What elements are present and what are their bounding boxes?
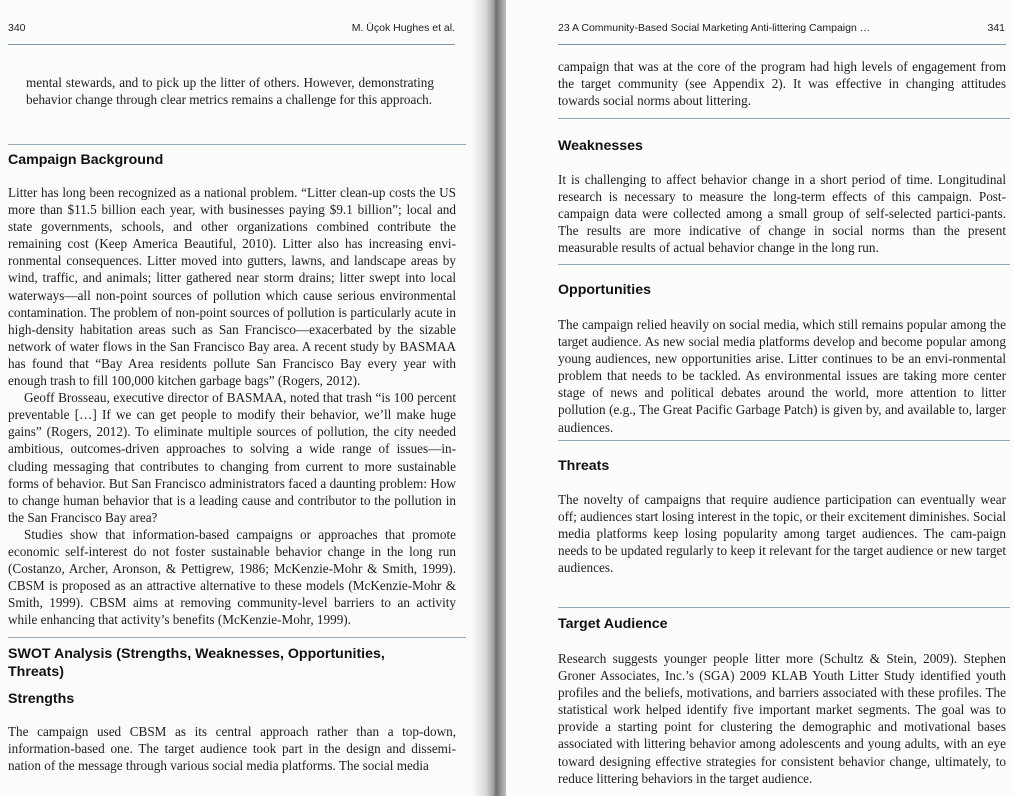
right-page-number: 341 — [987, 22, 1005, 34]
section-rule — [558, 607, 1010, 608]
header-rule — [8, 44, 455, 45]
section-rule — [558, 118, 1010, 119]
weaknesses-heading: Weaknesses — [558, 138, 643, 154]
continued-paragraph: campaign that was at the core of the program had high levels of engagement from the target community (see Appendix 2). It was effective in changing attitudes towards social norms about littering. — [558, 59, 1006, 109]
target-audience-heading: Target Audience — [558, 616, 668, 632]
strengths-heading: Strengths — [8, 691, 75, 707]
chapter-running-head: 23 A Community-Based Social Marketing Anti-littering Campaign … — [558, 22, 871, 34]
threats-paragraph: The novelty of campaigns that require audience participation can eventually wear off; audiences start losing interest in the topic, or their excitement diminishes. Social media platforms keep losing popularity among target audiences. The cam-paign needs to be updated regularly to keep it relevant for the target audience or new target audiences. — [558, 492, 1006, 576]
campaign-background-paragraph-2: Geoff Brosseau, executive director of BASMAA, noted that trash “is 100 percent preventable […] If we can get people to modify their behavior, we’ll make huge gains” (Rogers, 2012). To eliminate multiple sources of pollution, the city needed ambitious, outcomes-driven approaches to solving a wide range of issues—in-cluding messaging that contributes to changing from current to more sustainable forms of behavior. But San Francisco administrators faced a daunting problem: How to change human behavior that is a leading cause and contributor to the pollution in the San Francisco Bay area? — [8, 390, 456, 525]
strengths-paragraph: The campaign used CBSM as its central approach rather than a top-down, information-based one. The target audience took part in the design and dissemi-nation of the message through various social media platforms. The social media — [8, 724, 456, 774]
campaign-background-body — [8, 184, 456, 628]
header-rule — [558, 44, 1006, 45]
weaknesses-paragraph: It is challenging to affect behavior change in a short period of time. Longitudinal research is necessary to measure the long-term effects of this campaign. Post-campaign data were collected among a small group of self-selected partici-pants. The results are more indicative of change in social norms than the present measurable results of actual behavior change in the long run. — [558, 172, 1006, 256]
section-rule — [558, 264, 1010, 265]
campaign-background-heading: Campaign Background — [8, 152, 164, 168]
opportunities-paragraph: The campaign relied heavily on social media, which still remains popular among the target audience. As new social media platforms develop and become popular among young audiences, new opportunities arise. Litter continues to be an envi-ronmental problem that needs to be tackled. As environmental issues are taking more center stage of news and political debates around the world, more attention to litter pollution (e.g., The Great Pacific Garbage Patch) is given by, and available to, larger audiences. — [558, 317, 1006, 435]
left-running-head: M. Üçok Hughes et al. — [351, 22, 455, 34]
target-audience-paragraph: Research suggests younger people litter more (Schultz & Stein, 2009). Stephen Groner Associates, Inc.’s (SGA) 2009 KLAB Youth Litter Study identified youth profiles and the beliefs, motivations, and barriers associated with these profiles. The statistical work helped identify five important market segments. The goal was to provide a starting point for clustering the demographic and motivational bases associated with littering behavior among adolescents and young adults, with an eye toward designing effective strategies for consistent behavior change, ultimately, to reduce littering behaviors in the target audience. — [558, 651, 1006, 786]
campaign-background-paragraph-3: Studies show that information-based campaigns or approaches that promote economic self-interest do not foster sustainable behavior change in the long run (Costanzo, Archer, Aronson, & Pettigrew, 1986; McKenzie-Mohr & Smith, 1999). CBSM is proposed as an attractive alternative to these models (McKenzie-Mohr & Smith, 1999). CBSM aims at removing community-level barriers to an activity while enhancing that activity’s benefits (McKenzie-Mohr, 1999). — [8, 526, 456, 628]
threats-heading: Threats — [558, 458, 610, 474]
intro-paragraph: mental stewards, and to pick up the litter of others. However, demonstrating behavior change through clear metrics remains a challenge for this approach. — [26, 75, 434, 108]
opportunities-heading: Opportunities — [558, 282, 652, 298]
section-rule — [8, 144, 466, 145]
swot-heading: SWOT Analysis (Strengths, Weaknesses, Opportunities, Threats) — [8, 646, 385, 680]
section-rule — [558, 440, 1010, 441]
left-page — [0, 0, 490, 796]
campaign-background-paragraph-1: Litter has long been recognized as a national problem. “Litter clean-up costs the US more than $11.5 billion each year, with businesses paying $9.1 billion”; local and state governments, schools, and other organizations combined contribute the remaining cost (Keep America Beautiful, 2010). Litter also has increasing envi-ronmental consequences. Litter moved into gutters, lawns, and landscape areas by wind, traffic, and animals; litter gathered near storm drains; litter swept into local waterways—all non-point sources of pollution which cause serious environmental contamination. The problem of non-point sources of pollution is particularly acute in high-density habitation areas such as San Francisco—exacerbated by the sizable network of water flows in the San Francisco Bay area. A recent study by BASMAA has found that “Bay Area residents pollute San Francisco Bay every year with enough trash to fill 100,000 kitchen garbage bags” (Rogers, 2012). — [8, 185, 456, 389]
section-rule — [8, 637, 466, 638]
left-page-number: 340 — [8, 22, 26, 34]
right-page — [506, 0, 1013, 796]
